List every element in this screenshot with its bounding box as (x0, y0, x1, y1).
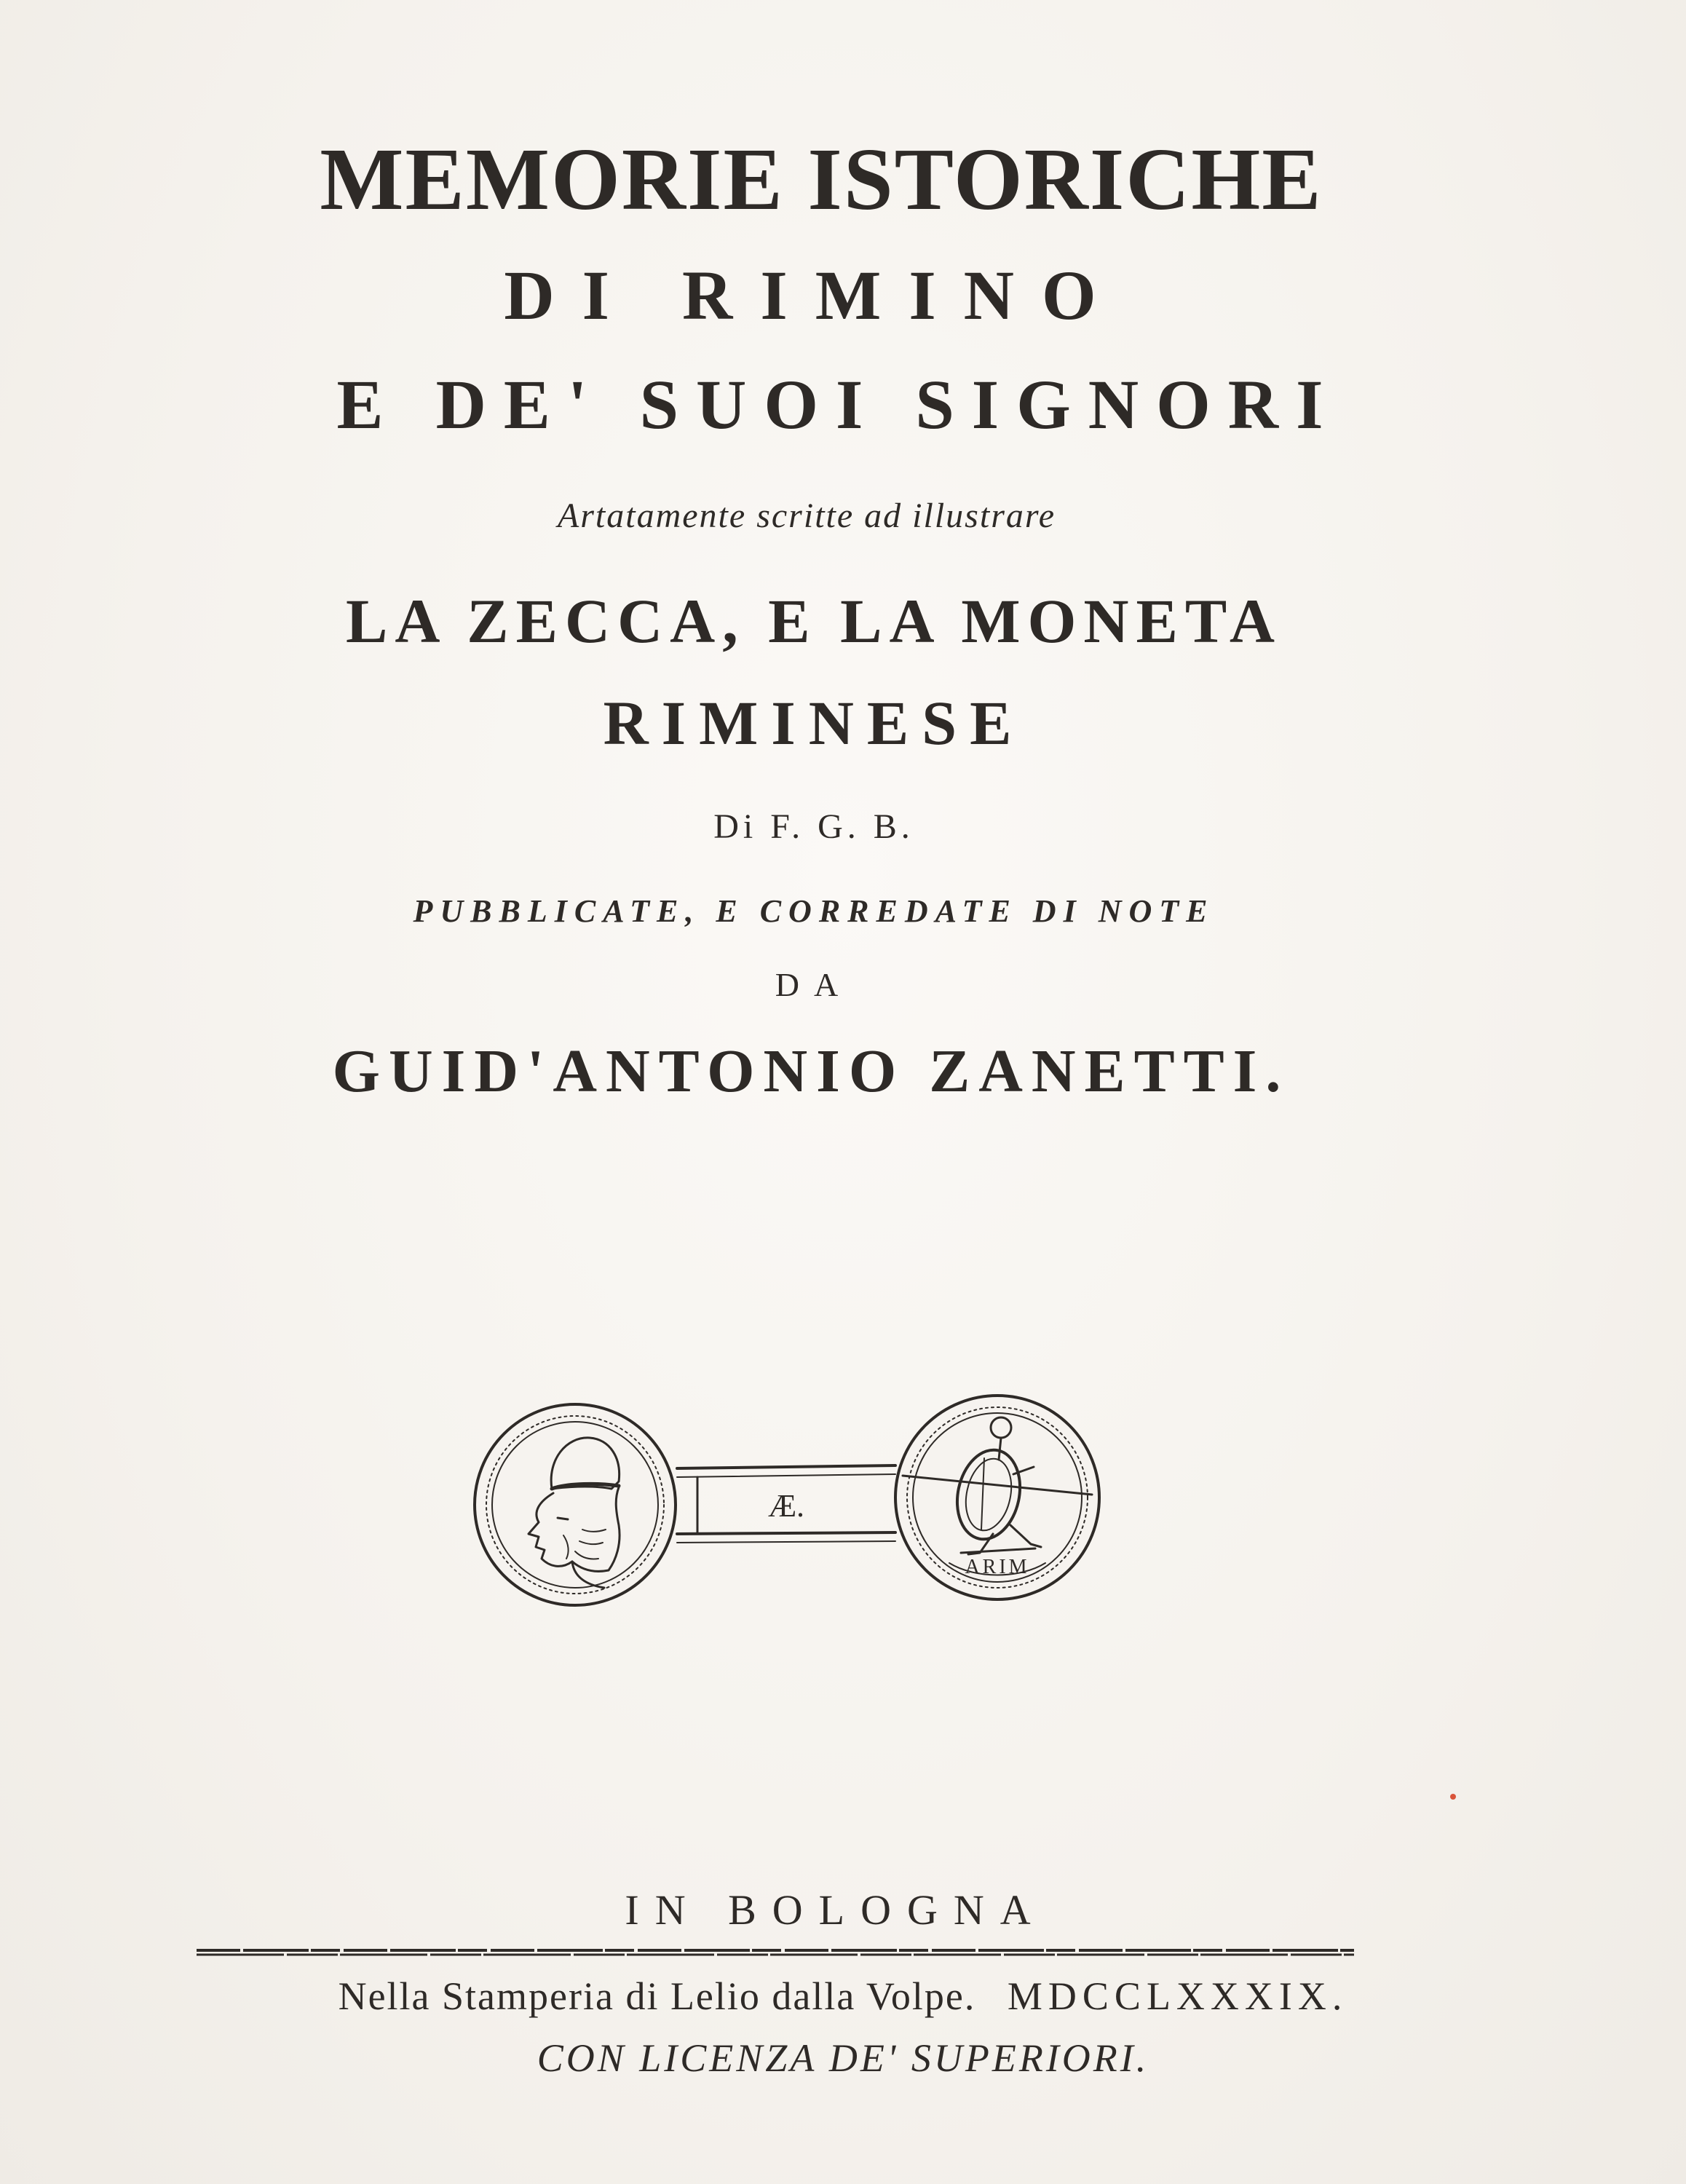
published-line: PUBBLICATE, E CORREDATE DI NOTE (413, 893, 1215, 929)
title-line-1: MEMORIE ISTORICHE (320, 130, 1323, 229)
imprint-place: IN BOLOGNA (625, 1886, 1047, 1934)
imprint-year: MDCCLXXXIX. (1007, 1974, 1348, 2018)
obverse-coin (475, 1404, 676, 1605)
printer-name: Nella Stamperia di Lelio dalla Volpe. (338, 1974, 976, 2018)
title-line-4: LA ZECCA, E LA MONETA (346, 586, 1282, 656)
title-line-3: E DE' SUOI SIGNORI (336, 365, 1341, 443)
title-line-2: DI RIMINO (504, 256, 1124, 334)
reverse-legend: ARIM (965, 1556, 1030, 1578)
coin-vignette (466, 1380, 1107, 1627)
printer-line (0, 1974, 1686, 2018)
ink-spot (1450, 1794, 1456, 1800)
licence-line: CON LICENZA DE' SUPERIORI. (537, 2036, 1149, 2080)
subtitle: Artatamente scritte ad illustrare (557, 496, 1056, 535)
title-line-5: RIMINESE (603, 688, 1025, 758)
editor-name: GUID'ANTONIO ZANETTI. (332, 1037, 1290, 1105)
metal-label: Æ. (767, 1488, 805, 1524)
da-line: DA (775, 966, 853, 1003)
author-initials: Di F. G. B. (713, 807, 914, 846)
double-rule (197, 1948, 1354, 1957)
